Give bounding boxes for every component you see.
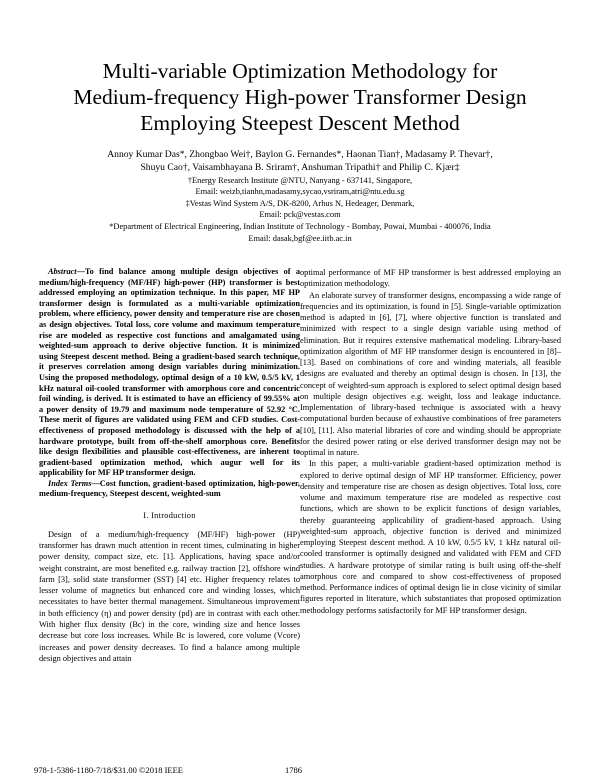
intro-paragraph-2: An elaborate survey of transformer designs, encompassing a wide range of frequencies and its optimization, is found in [5]. Single-variable optimization method is adapted in [6], [7], where objective function is translated and minimized with respect to a single design variable using method of elimination. But it requires extensive mathematical modeling. Library-based optimization algorithm of MF HP transformer design is encountered in [8]–[13]. Based on combinations of core and winding materials, all feasible designs are evaluated and thereby an optimal design is chosen. In [13], the concept of weighted-sum approach is explored to select optimal design based on multiple design objectives e.g. weight, loss and leakage inductance. Implementation of library-based technique is associated with a heavy computational burden because of exhaustive combinations of free parameters [10], [11]. Also material libraries of core and winding should be appropriate for the desired power rating or else derived transformer design may not be optimal in nature.: [300, 290, 561, 457]
index-terms-text: —Cost function, gradient-based optimization, high-power, medium-frequency, Steepest descent, weighted-sum: [39, 478, 301, 499]
author-list-line-2: Shuyu Cao†, Vaisambhayana B. Sriram†, Anshuman Tripathi† and Philip C. Kjær‡: [140, 162, 460, 174]
footer-isbn: 978-1-5386-1180-7/18/$31.00 ©2018 IEEE: [34, 765, 183, 775]
footer-page-number: 1786: [285, 765, 302, 775]
email-2: Email: pck@vestas.com: [259, 210, 341, 220]
intro-paragraph-continued: optimal performance of MF HP transformer is best addressed employing an optimization methodology.: [300, 268, 561, 289]
abstract-text: —To find balance among multiple design objectives of a medium/high-frequency (MF/HF) high-power (HP) transformer is best addressed employing an optimization technique. In this paper, MF HP transformer design is formulated as a multi-variable optimization problem, where efficiency, power density and temperature rise are chosen as design objectives. Total loss, core volume and maximum temperature rise are modeled as respective cost functions and amalgamated using weighted-sum approach to derive objective function. It is minimized using Steepest descent method. Being a gradient-based search technique, it preserves correlation among design variables during minimization. Using the proposed methodology, optimal design of a 10 kW, 0.5/5 kV, 1 kHz natural oil-cooled transformer with amorphous core and concentric foil winding, is derived. It is estimated to have an efficiency of 99.55% at a power density of 19.79 and maximum node temperature of 52.92 °C. These merit of figures are validated using FEM and CFD studies. Cost-effectiveness of proposed methodology is discussed with the help of a hardware prototype, built from off-the-shelf amorphous core. Benefits like design flexibilities and plausible cost-effectiveness, are inherent to gradient-based optimization method, which augur well for its applicability for MF HP transformer design.: [39, 267, 300, 478]
left-column: [39, 267, 300, 664]
intro-paragraph-1: Design of a medium/high-frequency (MF/HF) high-power (HP) transformer has drawn much attention in recent times, culminating in higher power density, compact size, etc. [1]. Applications, having space and/or weight constraint, are most benefited e.g. railway traction [2], offshore wind farm [3], solid state transformer (SST) [4] etc. Higher frequency relates to lesser volume of magnetics but enhanced core and winding losses, which necessitates to have better thermal management. Simultaneous improvement in both efficiency (η) and power density (pd) are in contrast with each other. With higher flux density (Bc) in the core, winding size and hence losses decrease but core loss increases. While Bc is lowered, core volume (Vcore) increases and power density decreases. To find a balance among multiple design objectives and attain: [39, 529, 300, 663]
author-list-line-1: Annoy Kumar Das*, Zhongbao Wei†, Baylon G. Fernandes*, Haonan Tian†, Madasamy P. Thevar†,: [107, 149, 493, 160]
title-line-3: Employing Steepest Descent Method: [140, 111, 460, 135]
affiliation-1: †Energy Research Institute @NTU, Nanyang - 637141, Singapore,: [187, 175, 413, 185]
title-line-1: Multi-variable Optimization Methodology for: [102, 59, 498, 83]
abstract: [39, 267, 300, 479]
affiliation-3: *Department of Electrical Engineering, Indian Institute of Technology - Bombay, Powai, Mumbai - 400076, India: [109, 221, 491, 231]
email-3: Email: dasak,bgf@ee.iitb.ac.in: [248, 233, 352, 243]
right-column: [300, 267, 561, 616]
email-1: Email: weizb,tianhn,madasamy,sycao,vsriram,atri@ntu.edu.sg: [195, 187, 405, 197]
index-terms-label: Index Terms: [48, 478, 92, 488]
affiliation-2: ‡Vestas Wind System A/S, DK-8200, Arhus N, Hedeager, Denmark,: [185, 198, 415, 208]
abstract-label: Abstract: [48, 267, 77, 276]
intro-paragraph-3: In this paper, a multi-variable gradient-based optimization method is explored to derive optimal design of MF HP transformer. Efficiency, power density and temperature rise are chosen as design objectives. Total loss, core volume and maximum temperature rise are modeled as respective cost functions, which are shown to be explicit functions of design variables, thereby guaranteeing applicability of gradient-based approach. Using weighted-sum approach, objective function is derived and minimized employing Steepest descent method. A 10 kW, 0.5/5 kV, 1 kHz natural oil-cooled transformer is optimally designed and validated with FEM and CFD studies. A hardware prototype of similar rating is built using off-the-shelf amorphous core and compared to show cost-effectiveness of proposed method. Performance indices of optimal design lie in close vicinity of similar figures reported in literature, which substantiates that proposed optimization methodology performs satisfactorily for MF HP transformer design.: [300, 459, 561, 615]
paper-title: [40, 58, 560, 136]
section-heading-introduction: I. Introduction: [143, 511, 196, 521]
title-line-2: Medium-frequency High-power Transformer Design: [73, 85, 527, 109]
index-terms: [39, 479, 300, 500]
author-block: [40, 148, 560, 244]
